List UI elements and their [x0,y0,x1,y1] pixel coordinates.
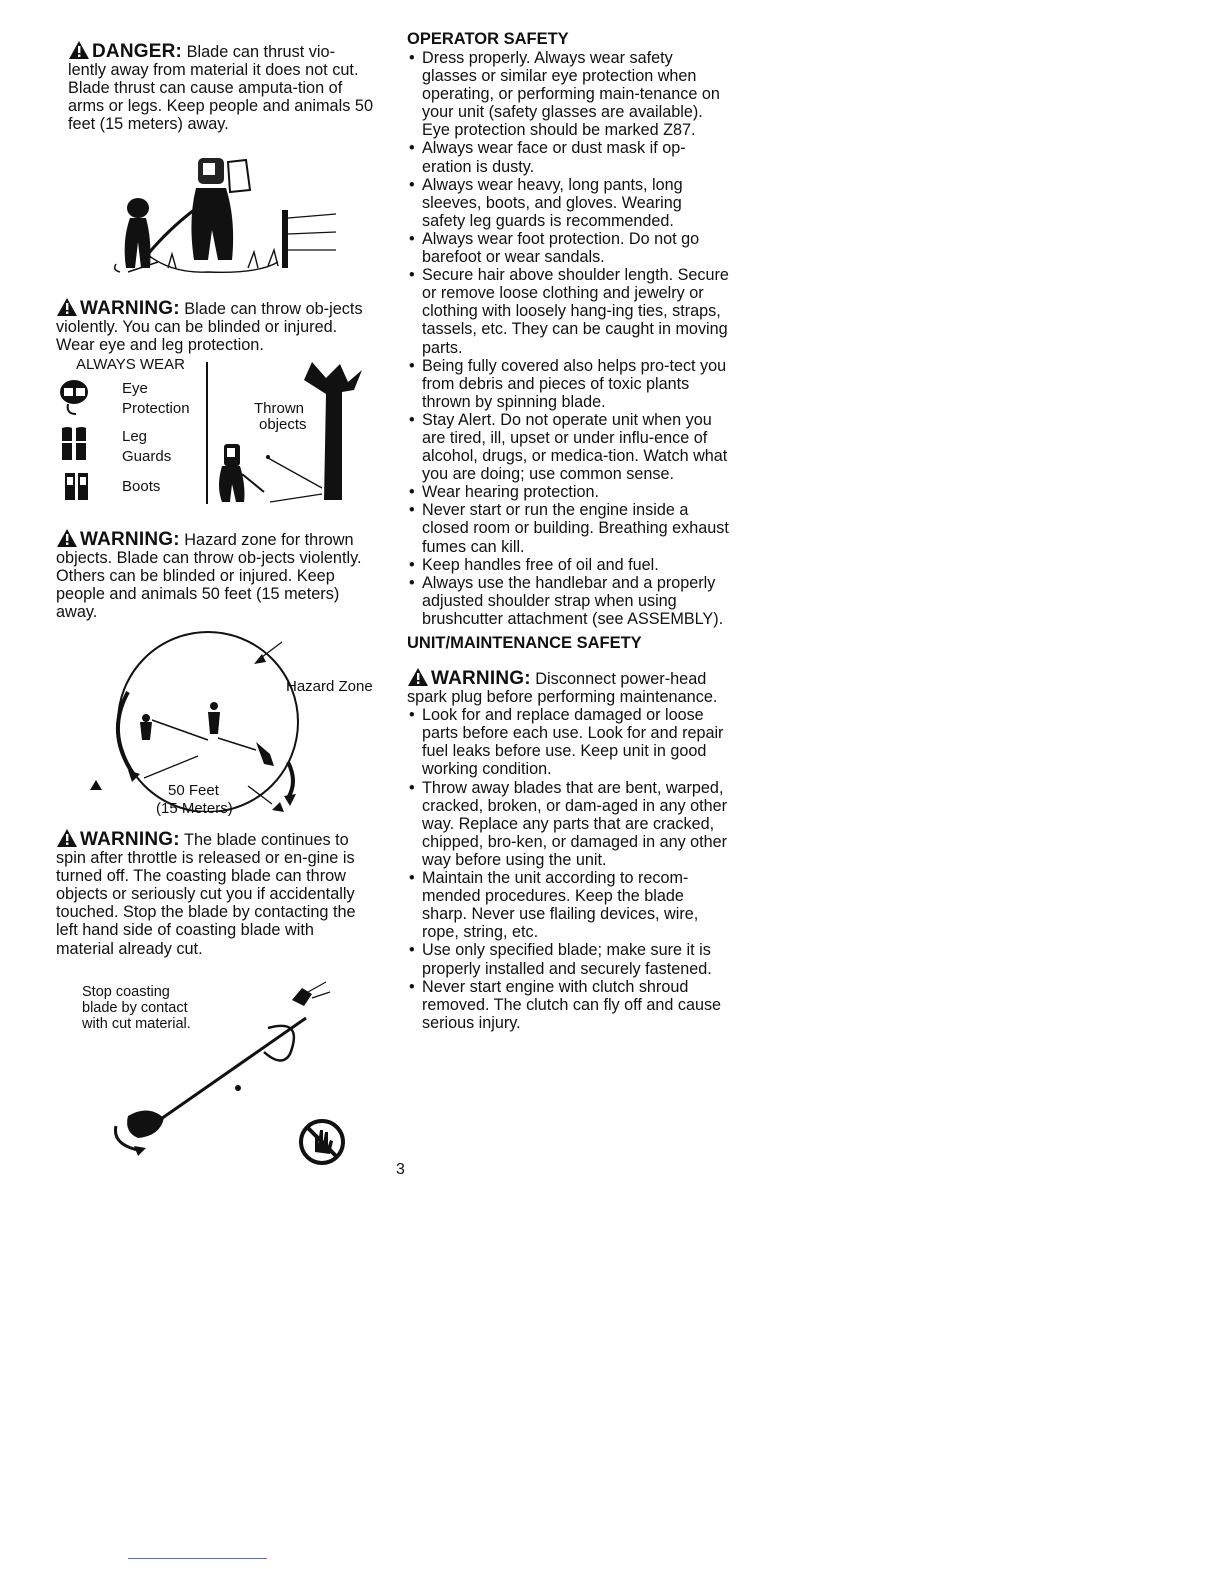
list-item: • Never start or run the engine inside a closed room or building. Breathing exhaust fumes can kill. [407,501,729,555]
leg-guards-icon [60,426,90,462]
danger-text: Blade can thrust vio-lently away from material it does not cut. Blade thrust can cause amputa-tion of arms or legs. Keep people and animals 50 feet (15 meters) away. [68,43,374,134]
list-item: • Keep handles free of oil and fuel. [407,556,729,574]
no-hands-icon [298,1118,346,1166]
alert-triangle-icon [68,40,90,60]
list-item: • Wear hearing protection. [407,483,729,501]
eye-label: Eye [122,380,148,397]
warning-spark-plug-notice [407,667,729,706]
danger-signal-word: DANGER: [92,41,183,62]
unit-maintenance-heading: UNIT/MAINTENANCE SAFETY [407,634,642,652]
list-item: • Secure hair above shoulder length. Secure or remove loose clothing and jewelry or clothing with loosely hang-ing ties, straps, tassels, etc. They can be caught in moving parts. [407,266,729,356]
thrown-objects-illustration [212,362,380,504]
coast-label-line1: Stop coasting [82,984,170,1000]
ppe-panel [68,354,380,504]
warning-signal-word: WARNING: [80,829,180,850]
list-item: • Always wear face or dust mask if op-eration is dusty. [407,139,729,175]
list-item: • Throw away blades that are bent, warped, cracked, broken, or dam-aged in any other way. Replace any parts that are cracked, chipped, bro-ken, or damaged in any other way before using the unit. [407,779,729,869]
warning-eye-leg-notice [56,297,371,354]
operator-bystander-illustration [108,150,348,275]
distance-meters-label: (15 Meters) [156,800,233,817]
warning-signal-word: WARNING: [80,298,180,319]
operator-safety-heading: OPERATOR SAFETY [407,30,569,48]
operator-safety-list [407,49,729,628]
alert-triangle-icon [56,297,78,317]
danger-notice [68,40,373,133]
right-column [407,30,737,1032]
warning-spark-plug-text: Disconnect power-head spark plug before performing maintenance. [407,670,718,707]
list-item: • Never start engine with clutch shroud removed. The clutch can fly off and cause serious injury. [407,978,729,1032]
alert-triangle-icon [56,828,78,848]
leg-label: Leg [122,428,148,445]
warning-hazard-zone-text: Hazard zone for thrown objects. Blade can throw ob-jects violently. Others can be blinded or injured. Keep people and animals 50 feet (15 meters) away. [56,531,362,622]
coast-label-line2: blade by contact [82,1000,188,1016]
boots-label: Boots [122,478,161,495]
list-item: • Maintain the unit according to recom-mended procedures. Keep the blade sharp. Never use flailing devices, wire, rope, string, etc. [407,869,729,941]
objects-label: objects [259,416,307,433]
thrown-label: Thrown [254,400,305,417]
hazard-zone-circle [88,622,378,812]
list-item: • Use only specified blade; make sure it is properly installed and securely fastened. [407,941,729,977]
warning-eye-leg-text: Blade can throw ob-jects violently. You can be blinded or injured. Wear eye and leg protection. [56,300,363,355]
alert-triangle-icon [407,667,429,687]
boots-icon [64,472,90,502]
coast-label-line3: with cut material. [82,1016,191,1032]
unit-safety-list [407,706,729,1032]
warning-coasting-blade-notice [56,828,372,958]
page-number: 3 [396,1161,405,1178]
list-item: • Being fully covered also helps pro-tect you from debris and pieces of toxic plants thrown by spinning blade. [407,357,729,411]
warning-coasting-blade-text: The blade continues to spin after throttle is released or en-gine is turned off. The coasting blade can throw objects or seriously cut you if accidentally touched. Stop the blade by contacting the left hand side of coasting blade with material already cut. [56,831,356,958]
warning-signal-word: WARNING: [80,529,180,550]
warning-hazard-zone-notice [56,528,368,621]
list-item: • Dress properly. Always wear safety glasses or similar eye protection when operating, or performing main-tenance on your unit (safety glasses are available). Eye protection should be marked Z87. [407,49,729,139]
list-item: • Always wear heavy, long pants, long sleeves, boots, and gloves. Wearing safety leg guards is recommended. [407,176,729,230]
distance-feet-label: 50 Feet [168,782,219,799]
coasting-blade-diagram [68,978,380,1158]
alert-triangle-icon [56,528,78,548]
goggles-icon [58,378,94,416]
hazard-zone-diagram [88,622,378,817]
hazard-zone-label: Hazard Zone [286,678,373,695]
list-item: • Look for and replace damaged or loose parts before each use. Look for and repair fuel leaks before use. Keep unit in good working condition. [407,706,729,778]
list-item: • Always wear foot protection. Do not go barefoot or wear sandals. [407,230,729,266]
protection-label: Protection [122,400,190,417]
guards-label: Guards [122,448,172,465]
warning-signal-word: WARNING: [431,668,531,689]
list-item: • Stay Alert. Do not operate unit when you are tired, ill, upset or under influ-ence of alcohol, drugs, or medica-tion. Watch what you are doing; use common sense. [407,411,729,483]
list-item: • Always use the handlebar and a properly adjusted shoulder strap when using brushcutter attachment (see ASSEMBLY). [407,574,729,628]
always-wear-label: ALWAYS WEAR [76,356,185,373]
footer-rule [128,1558,267,1559]
ppe-divider [206,362,208,504]
